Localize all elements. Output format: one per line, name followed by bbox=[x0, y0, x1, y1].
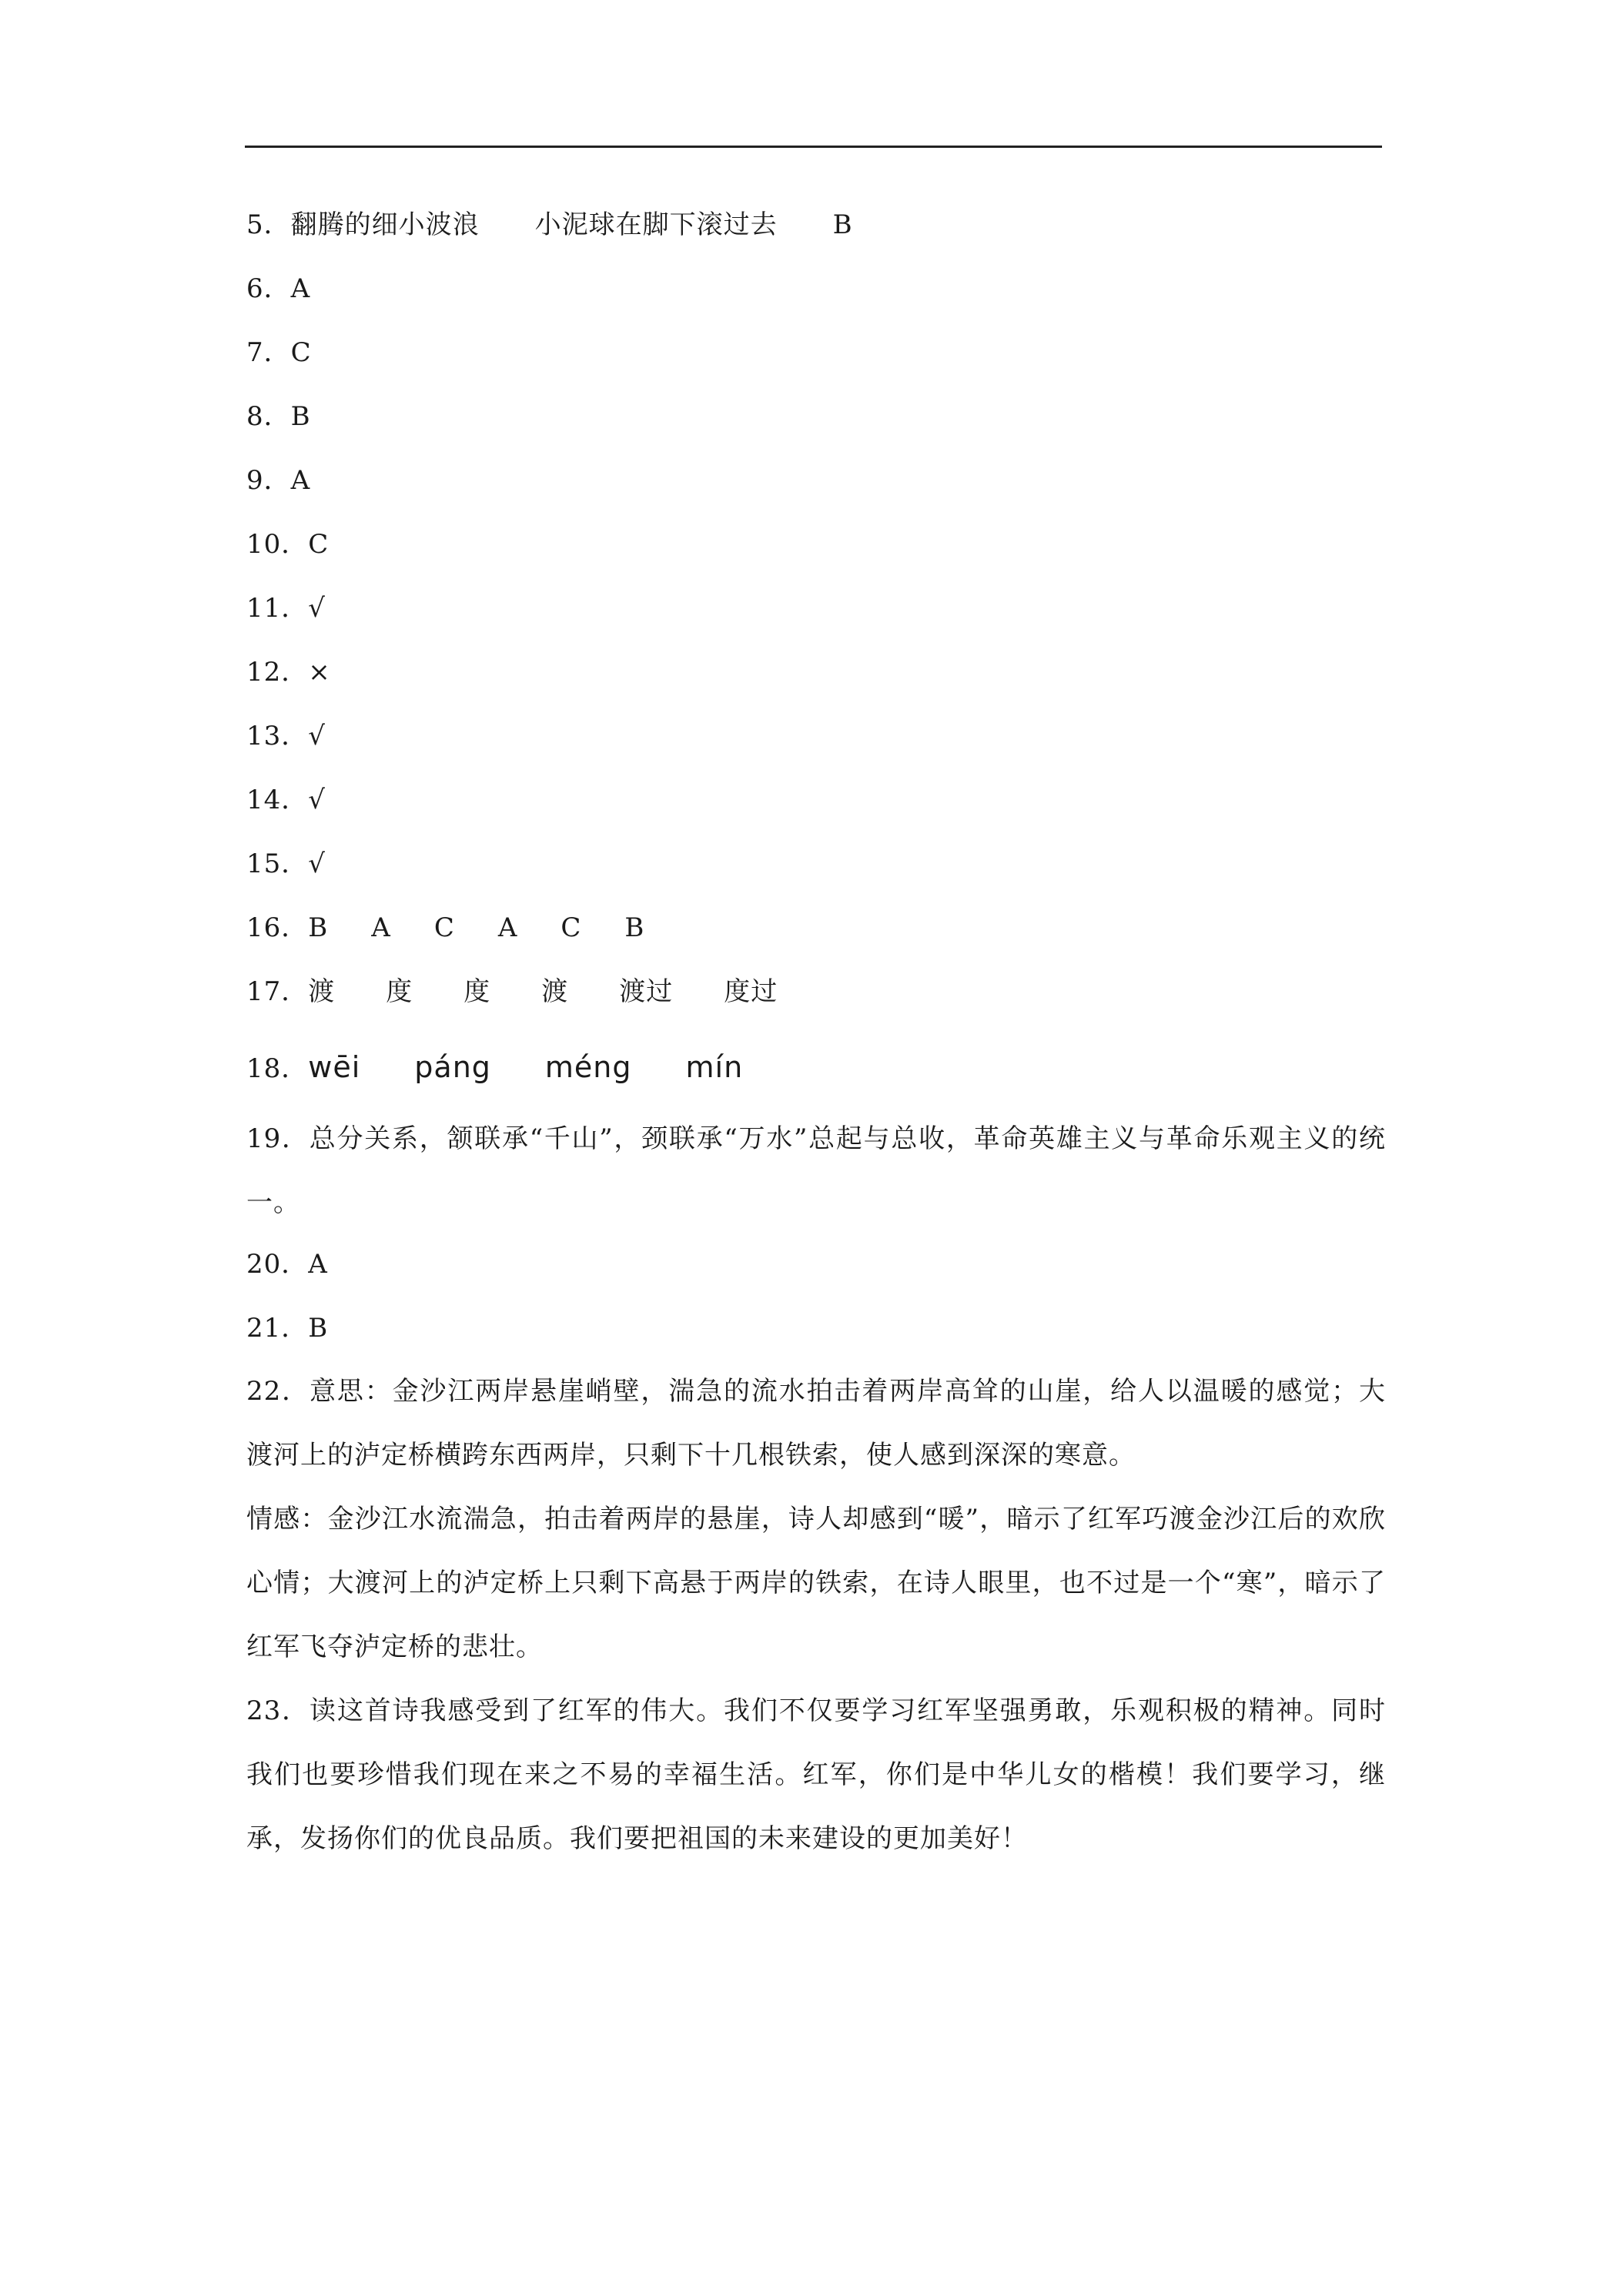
answer-number: 20． bbox=[246, 1249, 309, 1280]
answer-18 bbox=[246, 1050, 743, 1086]
answer-17 bbox=[246, 975, 778, 1009]
answer-value: 度 bbox=[463, 976, 491, 1007]
answer-12 bbox=[246, 655, 331, 689]
answer-16 bbox=[246, 911, 644, 945]
answer-number: 17． bbox=[246, 976, 309, 1007]
answer-number: 18． bbox=[246, 1053, 309, 1084]
answer-part: B bbox=[832, 209, 853, 240]
answer-9 bbox=[246, 464, 310, 497]
answer-number: 12． bbox=[246, 657, 309, 688]
answer-number: 14． bbox=[246, 785, 309, 815]
answer-number: 10． bbox=[246, 529, 309, 560]
answer-value: A bbox=[308, 1249, 328, 1280]
answer-number: 8． bbox=[246, 401, 291, 432]
answer-value: B bbox=[308, 1313, 329, 1344]
answer-value: 度 bbox=[386, 976, 413, 1007]
answer-number: 5． bbox=[246, 209, 291, 240]
answer-value: B bbox=[308, 912, 329, 943]
answer-11 bbox=[246, 591, 326, 625]
answer-number: 7． bbox=[246, 337, 291, 368]
answer-22-meaning: 22．意思：金沙江两岸悬崖峭壁，湍急的流水拍击着两岸高耸的山崖，给人以温暖的感觉；大渡河上的泸定桥横跨东西两岸，只剩下十几根铁索，使人感到深深的寒意。 bbox=[246, 1376, 1386, 1471]
answer-10 bbox=[246, 527, 329, 561]
answer-number: 13． bbox=[246, 721, 309, 751]
pinyin-value: mín bbox=[685, 1050, 744, 1084]
answer-number: 11． bbox=[246, 593, 309, 624]
answer-value: B bbox=[290, 401, 311, 432]
answer-8 bbox=[246, 400, 311, 433]
answer-value: 渡过 bbox=[619, 976, 674, 1007]
answer-22-emotion: 情感：金沙江水流湍急，拍击着两岸的悬崖，诗人却感到“暖”，暗示了红军巧渡金沙江后的欢欣心情；大渡河上的泸定桥上只剩下高悬于两岸的铁索，在诗人眼里，也不过是一个“寒”，暗示了红军飞夺泸定桥的悲壮。 bbox=[246, 1504, 1386, 1662]
answer-number: 16． bbox=[246, 912, 309, 943]
answer-6 bbox=[246, 272, 310, 306]
answer-part: 小泥球在脚下滚过去 bbox=[534, 209, 778, 240]
answer-value: √ bbox=[308, 721, 326, 751]
answer-value: 度过 bbox=[724, 976, 778, 1007]
answer-23: 23．读这首诗我感受到了红军的伟大。我们不仅要学习红军坚强勇敢，乐观积极的精神。同时我们也要珍惜我们现在来之不易的幸福生活。红军，你们是中华儿女的楷模！我们要学习，继承，发扬你们的优良品质。我们要把祖国的未来建设的更加美好！ bbox=[246, 1695, 1386, 1854]
answer-value: A bbox=[371, 912, 391, 943]
answer-number: 15． bbox=[246, 848, 309, 879]
answer-part: 翻腾的细小波浪 bbox=[290, 209, 480, 240]
pinyin-value: wēi bbox=[308, 1050, 361, 1084]
answer-value: √ bbox=[308, 785, 326, 815]
answer-value: C bbox=[308, 529, 330, 560]
answer-21 bbox=[246, 1311, 328, 1345]
answer-value: √ bbox=[308, 593, 326, 624]
answer-number: 21． bbox=[246, 1313, 309, 1344]
answer-value: A bbox=[497, 912, 518, 943]
answer-number: 9． bbox=[246, 465, 291, 496]
answer-value: 渡 bbox=[308, 976, 336, 1007]
answer-value: B bbox=[624, 912, 645, 943]
answer-5 bbox=[246, 208, 853, 242]
answer-15 bbox=[246, 847, 326, 881]
answer-value: C bbox=[433, 912, 455, 943]
answer-value: 渡 bbox=[541, 976, 569, 1007]
answer-value: A bbox=[290, 273, 311, 304]
answer-number: 6． bbox=[246, 273, 291, 304]
answer-14 bbox=[246, 783, 326, 817]
answer-value: C bbox=[561, 912, 582, 943]
answer-7 bbox=[246, 336, 312, 370]
answer-value: √ bbox=[308, 848, 326, 879]
answer-20 bbox=[246, 1247, 328, 1281]
answer-value: A bbox=[290, 465, 311, 496]
pinyin-value: méng bbox=[544, 1050, 632, 1084]
answer-value: × bbox=[308, 657, 331, 688]
pinyin-value: páng bbox=[414, 1050, 491, 1084]
answer-value: C bbox=[290, 337, 312, 368]
answer-13 bbox=[246, 719, 326, 753]
header-rule bbox=[245, 146, 1382, 148]
answer-19: 19．总分关系，颔联承“千山”，颈联承“万水”总起与总收，革命英雄主义与革命乐观主义的统一。 bbox=[246, 1123, 1386, 1218]
